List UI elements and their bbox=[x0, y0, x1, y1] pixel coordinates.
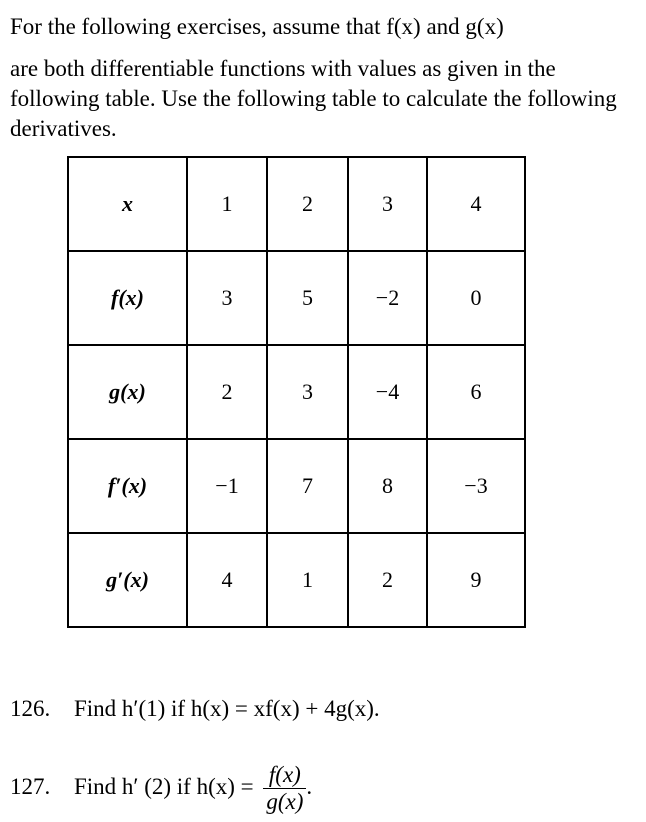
exercise-127 bbox=[10, 762, 312, 815]
fraction-numerator: f(x) bbox=[263, 762, 306, 789]
exercise-text: Find h′ (2) if h(x) = bbox=[74, 773, 254, 799]
table-cell: 6 bbox=[427, 345, 525, 439]
table-row-g-prime bbox=[68, 533, 525, 627]
table-cell: 2 bbox=[348, 533, 427, 627]
fraction-denominator: g(x) bbox=[266, 789, 304, 814]
table-cell: 3 bbox=[187, 251, 267, 345]
intro-line-1: For the following exercises, assume that f(x) and g(x) bbox=[10, 14, 504, 39]
row-label-x: x bbox=[68, 157, 187, 251]
table-row-f bbox=[68, 251, 525, 345]
table-cell: −4 bbox=[348, 345, 427, 439]
table-row-f-prime bbox=[68, 439, 525, 533]
table-row-g bbox=[68, 345, 525, 439]
table-cell: 3 bbox=[267, 345, 348, 439]
table-cell: 7 bbox=[267, 439, 348, 533]
row-label-g: g(x) bbox=[68, 345, 187, 439]
table-row-x bbox=[68, 157, 525, 251]
table-cell: 0 bbox=[427, 251, 525, 345]
table-cell: 1 bbox=[267, 533, 348, 627]
table-cell: 3 bbox=[348, 157, 427, 251]
table-cell: −1 bbox=[187, 439, 267, 533]
table-cell: 2 bbox=[267, 157, 348, 251]
row-label-f: f(x) bbox=[68, 251, 187, 345]
table-cell: 4 bbox=[187, 533, 267, 627]
intro-paragraph: are both differentiable functions with values as given in the following table. Use the following table to calculate the following derivatives. bbox=[10, 56, 617, 141]
row-label-f-prime: f′(x) bbox=[68, 439, 187, 533]
intro-text bbox=[10, 12, 630, 144]
row-label-g-prime: g′(x) bbox=[68, 533, 187, 627]
exercise-number: 126. bbox=[10, 696, 51, 721]
exercise-text: Find h′(1) if h(x) = xf(x) + 4g(x). bbox=[74, 696, 380, 721]
exercise-number: 127. bbox=[10, 773, 51, 799]
fraction bbox=[263, 762, 306, 815]
table-cell: 2 bbox=[187, 345, 267, 439]
exercise-126 bbox=[10, 694, 380, 724]
table-cell: 8 bbox=[348, 439, 427, 533]
table-cell: 5 bbox=[267, 251, 348, 345]
table-cell: 4 bbox=[427, 157, 525, 251]
table-cell: 9 bbox=[427, 533, 525, 627]
table-cell: −3 bbox=[427, 439, 525, 533]
values-table bbox=[67, 156, 526, 628]
exercise-end-period: . bbox=[306, 773, 313, 799]
table-cell: 1 bbox=[187, 157, 267, 251]
table-cell: −2 bbox=[348, 251, 427, 345]
